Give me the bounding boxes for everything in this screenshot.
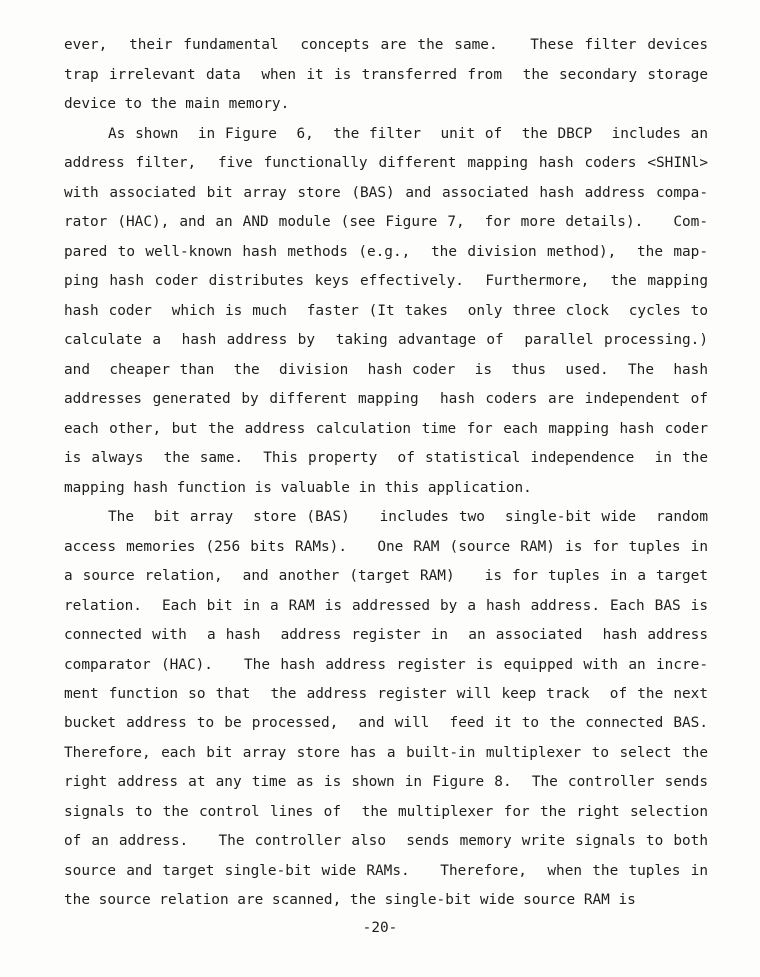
text-line: a source relation, and another (target RAM) is for tuples in a target: [64, 568, 708, 584]
text-line: relation. Each bit in a RAM is addressed by a hash address. Each BAS is: [64, 598, 708, 614]
text-line: device to the main memory.: [64, 96, 290, 112]
text-line: Therefore, each bit array store has a built-in multiplexer to select the: [64, 745, 708, 761]
text-line: addresses generated by different mapping hash coders are independent of: [64, 391, 708, 407]
text-line: mapping hash function is valuable in this application.: [64, 480, 532, 496]
text-line: the source relation are scanned, the single-bit wide source RAM is: [64, 892, 636, 908]
page-number: -20-: [362, 920, 398, 936]
text-line: comparator (HAC). The hash address register is equipped with an incre-: [64, 657, 708, 673]
text-line: source and target single-bit wide RAMs. Therefore, when the tuples in: [64, 863, 708, 879]
text-line: ment function so that the address register will keep track of the next: [64, 686, 708, 702]
text-line: and cheaper than the division hash coder is thus used. The hash: [64, 362, 708, 378]
text-line: The bit array store (BAS) includes two single-bit wide random: [108, 509, 708, 525]
text-line: bucket address to be processed, and will feed it to the connected BAS.: [64, 715, 708, 731]
text-line: is always the same. This property of statistical independence in the: [64, 450, 708, 466]
text-line: connected with a hash address register in an associated hash address: [64, 627, 708, 643]
text-line: address filter, five functionally different mapping hash coders <SHINl>: [64, 155, 708, 171]
text-line: with associated bit array store (BAS) and associated hash address compa-: [64, 185, 708, 201]
text-line: ping hash coder distributes keys effectively. Furthermore, the mapping: [64, 273, 708, 289]
text-line: signals to the control lines of the multiplexer for the right selection: [64, 804, 708, 820]
text-line: right address at any time as is shown in Figure 8. The controller sends: [64, 774, 708, 790]
text-line: of an address. The controller also sends memory write signals to both: [64, 833, 708, 849]
text-line: hash coder which is much faster (It takes only three clock cycles to: [64, 303, 708, 319]
text-line: pared to well-known hash methods (e.g., the division method), the map-: [64, 244, 708, 260]
text-line: ever, their fundamental concepts are the same. These filter devices: [64, 37, 708, 53]
text-line: calculate a hash address by taking advantage of parallel processing.): [64, 332, 708, 348]
text-line: As shown in Figure 6, the filter unit of the DBCP includes an: [108, 126, 708, 142]
text-line: each other, but the address calculation time for each mapping hash coder: [64, 421, 708, 437]
text-line: trap irrelevant data when it is transferred from the secondary storage: [64, 67, 708, 83]
text-line: rator (HAC), and an AND module (see Figure 7, for more details). Com-: [64, 214, 708, 230]
text-line: access memories (256 bits RAMs). One RAM (source RAM) is for tuples in: [64, 539, 708, 555]
